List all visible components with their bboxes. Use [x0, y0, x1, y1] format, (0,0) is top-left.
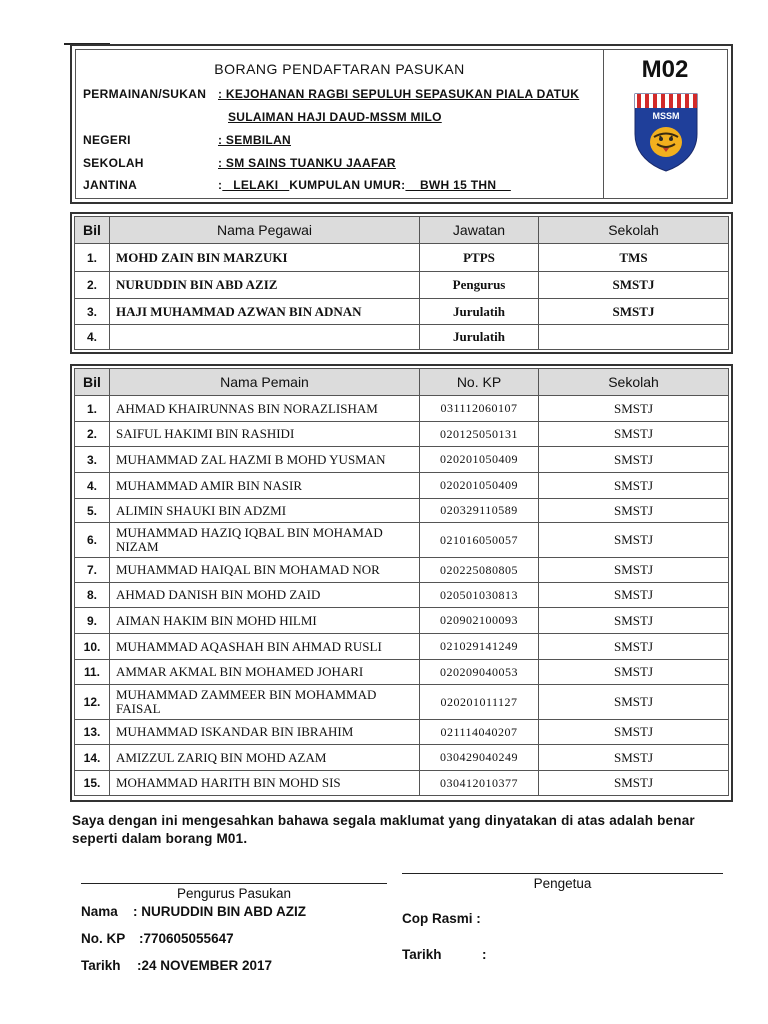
principal-title: Pengetua: [533, 876, 592, 891]
form-title: BORANG PENDAFTARAN PASUKAN: [214, 61, 465, 77]
principal-date-row: [402, 947, 487, 962]
field-prefix: :: [218, 178, 223, 192]
table-row: [75, 244, 729, 272]
row-number: 4.: [75, 325, 110, 350]
field-value: : SEMBILAN: [218, 133, 291, 147]
player-school: SMSTJ: [539, 685, 729, 720]
player-school: SMSTJ: [539, 422, 729, 447]
official-role: Jurulatih: [420, 299, 539, 325]
player-name: SAIFUL HAKIMI BIN RASHIDI: [110, 422, 420, 447]
player-kp: 020201011127: [420, 685, 539, 720]
logo-text: MSSM: [652, 111, 680, 121]
table-row: [75, 634, 729, 660]
manager-date-label: Tarikh: [81, 958, 121, 973]
row-number: 7.: [75, 558, 110, 583]
player-kp: 020225080805: [420, 558, 539, 583]
player-kp: 020329110589: [420, 499, 539, 523]
principal-date-label: Tarikh: [402, 947, 442, 962]
manager-kp-value: :770605055647: [139, 931, 234, 946]
table-row: [75, 685, 729, 720]
player-school: SMSTJ: [539, 583, 729, 608]
manager-name-label: Nama: [81, 904, 118, 919]
official-name: MOHD ZAIN BIN MARZUKI: [110, 244, 420, 272]
col-header-nama: Nama Pemain: [110, 369, 420, 396]
player-kp: 021016050057: [420, 523, 539, 558]
table-row: [75, 523, 729, 558]
group-value: BWH 15 THN: [405, 178, 511, 192]
row-number: 3.: [75, 299, 110, 325]
row-number: 12.: [75, 685, 110, 720]
official-school: SMSTJ: [539, 272, 729, 299]
field-value: LELAKI: [222, 178, 290, 192]
table-row: [75, 473, 729, 499]
player-school: SMSTJ: [539, 608, 729, 634]
table-row: [75, 447, 729, 473]
player-school: SMSTJ: [539, 558, 729, 583]
row-number: 1.: [75, 396, 110, 422]
player-school: SMSTJ: [539, 720, 729, 745]
player-kp: 020125050131: [420, 422, 539, 447]
player-kp: 020201050409: [420, 447, 539, 473]
table-row: [75, 745, 729, 771]
row-number: 5.: [75, 499, 110, 523]
manager-date-value: :24 NOVEMBER 2017: [137, 958, 273, 973]
manager-kp-row: [81, 931, 234, 946]
group-label: KUMPULAN UMUR:: [289, 178, 406, 192]
official-school: [539, 325, 729, 350]
row-number: 1.: [75, 244, 110, 272]
field-label: NEGERI: [83, 133, 131, 147]
player-school: SMSTJ: [539, 499, 729, 523]
player-school: SMSTJ: [539, 660, 729, 685]
col-header-nama: Nama Pegawai: [110, 217, 420, 244]
player-name: AHMAD KHAIRUNNAS BIN NORAZLISHAM: [110, 396, 420, 422]
player-school: SMSTJ: [539, 473, 729, 499]
player-kp: 030412010377: [420, 771, 539, 796]
player-school: SMSTJ: [539, 745, 729, 771]
player-name: MUHAMMAD ISKANDAR BIN IBRAHIM: [110, 720, 420, 745]
principal-signature-line: [402, 873, 723, 874]
official-role: Jurulatih: [420, 325, 539, 350]
table-row: [75, 583, 729, 608]
field-value: : KEJOHANAN RAGBI SEPULUH SEPASUKAN PIALA DATUK: [218, 87, 580, 101]
player-name: MUHAMMAD ZAL HAZMI B MOHD YUSMAN: [110, 447, 420, 473]
table-row: [75, 558, 729, 583]
row-number: 2.: [75, 272, 110, 299]
table-row: [75, 660, 729, 685]
player-name: AHMAD DANISH BIN MOHD ZAID: [110, 583, 420, 608]
col-header-bil: Bil: [75, 369, 110, 396]
col-header-sekolah: Sekolah: [539, 369, 729, 396]
player-name: MUHAMMAD AMIR BIN NASIR: [110, 473, 420, 499]
player-name: AIMAN HAKIM BIN MOHD HILMI: [110, 608, 420, 634]
official-school: SMSTJ: [539, 299, 729, 325]
col-header-jawatan: Jawatan: [420, 217, 539, 244]
row-number: 13.: [75, 720, 110, 745]
field-jantina-value-group: [218, 178, 511, 192]
mssm-logo: [633, 92, 699, 172]
manager-date-row: [81, 958, 272, 973]
player-kp: 020209040053: [420, 660, 539, 685]
official-role: Pengurus: [420, 272, 539, 299]
player-kp: 020201050409: [420, 473, 539, 499]
table-row: [75, 771, 729, 796]
player-kp: 030429040249: [420, 745, 539, 771]
player-school: SMSTJ: [539, 396, 729, 422]
player-school: SMSTJ: [539, 523, 729, 558]
field-label: SEKOLAH: [83, 156, 144, 170]
officials-header-row: [75, 217, 729, 244]
manager-title: Pengurus Pasukan: [176, 886, 292, 901]
table-row: [75, 272, 729, 299]
table-row: [75, 325, 729, 350]
row-number: 6.: [75, 523, 110, 558]
player-name: ALIMIN SHAUKI BIN ADZMI: [110, 499, 420, 523]
table-row: [75, 720, 729, 745]
table-row: [75, 299, 729, 325]
row-number: 8.: [75, 583, 110, 608]
players-header-row: [75, 369, 729, 396]
official-name: [110, 325, 420, 350]
player-name: MUHAMMAD AQASHAH BIN AHMAD RUSLI: [110, 634, 420, 660]
player-school: SMSTJ: [539, 447, 729, 473]
manager-name-value: : NURUDDIN BIN ABD AZIZ: [133, 904, 306, 919]
field-label: JANTINA: [83, 178, 138, 192]
row-number: 14.: [75, 745, 110, 771]
official-school: TMS: [539, 244, 729, 272]
row-number: 4.: [75, 473, 110, 499]
row-number: 3.: [75, 447, 110, 473]
field-label: PERMAINAN/SUKAN: [83, 87, 207, 101]
officials-table: [70, 212, 733, 354]
player-kp: 020501030813: [420, 583, 539, 608]
player-kp: 031112060107: [420, 396, 539, 422]
player-name: AMMAR AKMAL BIN MOHAMED JOHARI: [110, 660, 420, 685]
table-row: [75, 396, 729, 422]
official-name: HAJI MUHAMMAD AZWAN BIN ADNAN: [110, 299, 420, 325]
player-kp: 021029141249: [420, 634, 539, 660]
principal-date-colon: :: [482, 947, 487, 962]
player-name: AMIZZUL ZARIQ BIN MOHD AZAM: [110, 745, 420, 771]
official-role: PTPS: [420, 244, 539, 272]
player-name: MUHAMMAD ZAMMEER BIN MOHAMMAD FAISAL: [110, 685, 420, 720]
player-kp: 020902100093: [420, 608, 539, 634]
row-number: 11.: [75, 660, 110, 685]
form-code: M02: [641, 56, 689, 83]
principal-stamp-label: Cop Rasmi :: [402, 911, 481, 926]
manager-kp-label: No. KP: [81, 931, 126, 946]
declaration-text: Saya dengan ini mengesahkan bahawa segala maklumat yang dinyatakan di atas adalah benar seperti dalam borang M01.: [72, 813, 695, 846]
field-value-continued: SULAIMAN HAJI DAUD-MSSM MILO: [228, 110, 442, 124]
col-header-sekolah: Sekolah: [539, 217, 729, 244]
col-header-bil: Bil: [75, 217, 110, 244]
manager-name-row: [81, 904, 306, 919]
field-value: : SM SAINS TUANKU JAAFAR: [218, 156, 396, 170]
table-row: [75, 608, 729, 634]
manager-signature-line: [81, 883, 387, 884]
player-name: MOHAMMAD HARITH BIN MOHD SIS: [110, 771, 420, 796]
player-name: MUHAMMAD HAIQAL BIN MOHAMAD NOR: [110, 558, 420, 583]
row-number: 15.: [75, 771, 110, 796]
row-number: 2.: [75, 422, 110, 447]
table-row: [75, 422, 729, 447]
official-name: NURUDDIN BIN ABD AZIZ: [110, 272, 420, 299]
col-header-no-kp: No. KP: [420, 369, 539, 396]
row-number: 9.: [75, 608, 110, 634]
player-name: MUHAMMAD HAZIQ IQBAL BIN MOHAMAD NIZAM: [110, 523, 420, 558]
players-table: [70, 364, 733, 802]
player-kp: 021114040207: [420, 720, 539, 745]
form-header-frame: [75, 49, 728, 199]
form-header: [70, 44, 733, 204]
row-number: 10.: [75, 634, 110, 660]
player-school: SMSTJ: [539, 771, 729, 796]
table-row: [75, 499, 729, 523]
player-school: SMSTJ: [539, 634, 729, 660]
